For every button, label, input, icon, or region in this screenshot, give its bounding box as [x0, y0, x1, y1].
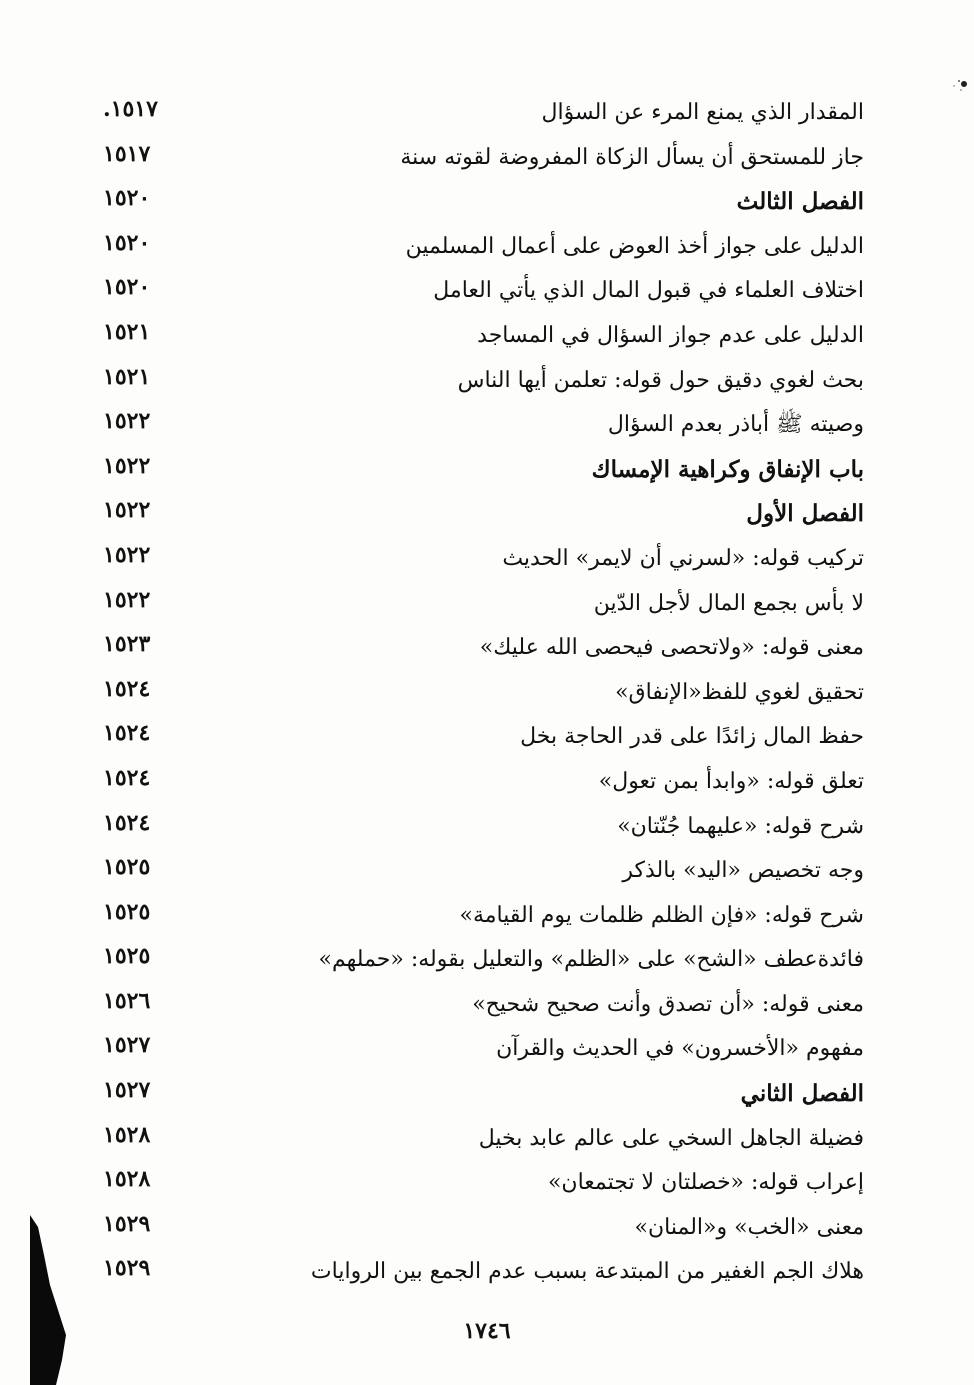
toc-entry	[95, 1118, 870, 1163]
toc-entry-page: ١٥١٧.	[103, 96, 158, 122]
toc-entry-page: ١٥٢٠	[103, 274, 151, 301]
toc-entry-page: ١٥٢٤	[103, 764, 151, 791]
toc-entry	[95, 672, 870, 717]
toc-entry-title: فضيلة الجاهل السخي على عالم عابد بخيل	[478, 1125, 864, 1151]
toc-section-heading	[95, 181, 870, 226]
toc-entry	[95, 895, 870, 940]
toc-entry-title: اختلاف العلماء في قبول المال الذي يأتي العامل	[433, 278, 864, 304]
toc-entry	[95, 1162, 870, 1207]
toc-heading-title: الفصل الثاني	[740, 1080, 864, 1108]
toc-entry-page: ١٥٢٤	[103, 809, 151, 836]
toc-entry-page: ١٥٢٥	[103, 898, 151, 925]
toc-entry-page: ١٥٢٧	[103, 1032, 151, 1059]
toc-entry	[95, 984, 870, 1029]
toc-entry-title: معنى «الخب» و«المنان»	[634, 1214, 864, 1240]
toc-entry-page: ١٥٢٦	[103, 987, 151, 1014]
toc-heading-title: الفصل الأول	[746, 500, 864, 528]
toc-entry-title: لا بأس بجمع المال لأجل الدّين	[593, 590, 864, 616]
toc-entry-title: معنى قوله: «ولاتحصى فيحصى الله عليك»	[479, 635, 864, 661]
toc-entry-page: ١٥٢٧	[103, 1077, 151, 1104]
toc-entry-page: ١٥٢٣	[103, 631, 151, 658]
toc-section-heading	[95, 493, 870, 538]
toc-entry	[95, 1251, 870, 1296]
toc-entry-page: ١٥٢٥	[103, 943, 151, 970]
page-number: ١٧٤٦	[463, 1318, 511, 1344]
paper-speck-mark	[940, 72, 970, 102]
toc-entry-title: بحث لغوي دقيق حول قوله: تعلمن أيها الناس	[457, 367, 864, 393]
toc-entry-page: ١٥٢٠	[103, 229, 151, 256]
toc-entry-page: ١٥٢٨	[103, 1121, 151, 1148]
toc-entry	[95, 315, 870, 360]
toc-entry-page: ١٥٢٩	[103, 1210, 151, 1237]
toc-entry-title: المقدار الذي يمنع المرء عن السؤال	[541, 100, 864, 125]
toc-entry-title: فائدةعطف «الشح» على «الظلم» والتعليل بقوله: «حملهم»	[318, 947, 864, 973]
toc-entry	[95, 1207, 870, 1252]
toc-entry	[95, 761, 870, 806]
toc-entry-page: ١٥١٧	[103, 140, 151, 167]
toc-entry-title: معنى قوله: «أن تصدق وأنت صحيح شحيح»	[472, 991, 864, 1017]
toc-entry-title: تعلق قوله: «وابدأ بمن تعول»	[598, 768, 864, 794]
toc-entry-title: مفهوم «الأخسرون» في الحديث والقرآن	[496, 1036, 864, 1062]
toc-entry-title: إعراب قوله: «خصلتان لا تجتمعان»	[547, 1170, 864, 1196]
toc-entry	[95, 92, 870, 137]
toc-entry-title: الدليل على جواز أخذ العوض على أعمال المسلمين	[405, 233, 864, 259]
toc-entry-page: ١٥٢٥	[103, 854, 151, 881]
toc-entry-page: ١٥٢٩	[103, 1255, 151, 1282]
toc-entry-page: ١٥٢٢	[103, 408, 151, 435]
toc-entry	[95, 1028, 870, 1073]
toc-entry-page: ١٥٢٢	[103, 541, 151, 568]
toc-entry-title: هلاك الجم الغفير من المبتدعة بسبب عدم الجمع بين الروايات	[310, 1259, 864, 1285]
toc-entry-page: ١٥٢١	[103, 318, 151, 345]
toc-chapter-heading	[95, 449, 870, 494]
toc-entry	[95, 806, 870, 851]
toc-heading-title: الفصل الثالث	[736, 188, 864, 216]
toc-entry	[95, 850, 870, 895]
toc-entry-title: حفظ المال زائدًا على قدر الحاجة بخل	[520, 724, 864, 750]
toc-entry	[95, 716, 870, 761]
toc-heading-title: باب الإنفاق وكراهية الإمساك	[591, 455, 864, 483]
toc-entry	[95, 627, 870, 672]
toc-entry-title: وصيته ﷺ أباذر بعدم السؤال	[607, 412, 864, 438]
page-number-footer	[0, 1318, 974, 1344]
toc-entry-page: ١٥٢٢	[103, 452, 151, 479]
toc-section-heading	[95, 1073, 870, 1118]
toc-entry-page: ١٥٢٤	[103, 720, 151, 747]
toc-entry-page: ١٥٢١	[103, 363, 151, 390]
toc-entry	[95, 360, 870, 405]
toc-entry-title: شرح قوله: «فإن الظلم ظلمات يوم القيامة»	[459, 902, 864, 928]
toc-entry-page: ١٥٢٤	[103, 675, 151, 702]
toc-entry-title: شرح قوله: «عليهما جُنّتان»	[617, 813, 864, 839]
toc-entry-title: جاز للمستحق أن يسأل الزكاة المفروضة لقوته سنة	[400, 144, 864, 170]
toc-entry-title: تحقيق لغوي للفظ«الإنفاق»	[615, 679, 864, 705]
toc-entry	[95, 270, 870, 315]
toc-entry	[95, 939, 870, 984]
toc-entry-title: تركيب قوله: «لسرني أن لايمر» الحديث	[502, 545, 864, 571]
scan-edge-shadow	[0, 1215, 70, 1385]
toc-entry	[95, 226, 870, 271]
table-of-contents	[95, 92, 870, 1296]
toc-entry	[95, 404, 870, 449]
toc-entry-title: الدليل على عدم جواز السؤال في المساجد	[477, 322, 864, 348]
toc-entry	[95, 538, 870, 583]
toc-entry	[95, 583, 870, 628]
toc-entry	[95, 137, 870, 182]
toc-entry-page: ١٥٢٢	[103, 497, 151, 524]
toc-entry-title: وجه تخصيص «اليد» بالذكر	[622, 858, 864, 884]
toc-entry-page: ١٥٢٠	[103, 185, 151, 212]
toc-entry-page: ١٥٢٢	[103, 586, 151, 613]
toc-entry-page: ١٥٢٨	[103, 1166, 151, 1193]
